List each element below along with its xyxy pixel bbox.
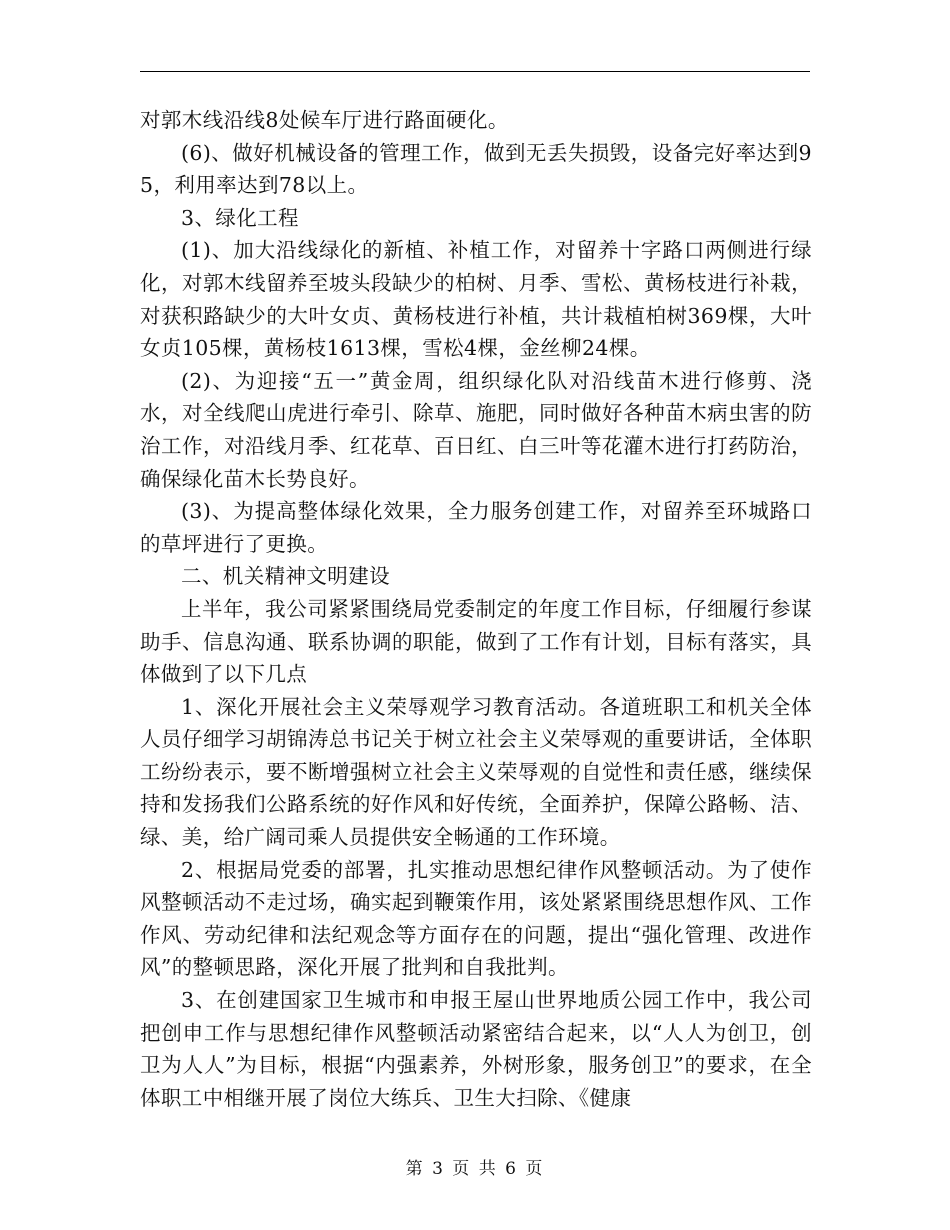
paragraph: (3)、为提高整体绿化效果，全力服务创建工作，对留养至环城路口的草坪进行了更换。: [140, 499, 812, 556]
section-heading: 二、机关精神文明建设: [181, 564, 390, 589]
paragraph: 对郭木线沿线8处候车厅进行路面硬化。: [140, 108, 509, 132]
paragraph: 上半年，我公司紧紧围绕局党委制定的年度工作目标，仔细履行参谋助手、信息沟通、联系协调的职能，做到了工作有计划，目标有落实，具体做到了以下几点: [140, 596, 812, 687]
body-text: [140, 104, 812, 1114]
paragraph: 2、根据局党委的部署，扎实推动思想纪律作风整顿活动。为了使作风整顿活动不走过场，确实起到鞭策作用，该处紧紧围绕思想作风、工作作风、劳动纪律和法纪观念等方面存在的问题，提出“强化管理、改进作风”的整顿思路，深化开展了批判和自我批判。: [140, 857, 812, 980]
page-number-footer: 第 3 页 共 6 页: [405, 1159, 545, 1179]
section-heading: 3、绿化工程: [181, 205, 299, 230]
paragraph: (6)、做好机械设备的管理工作，做到无丢失损毁，设备完好率达到95，利用率达到78以上。: [140, 140, 812, 198]
paragraph: 1、深化开展社会主义荣辱观学习教育活动。各道班职工和机关全体人员仔细学习胡锦涛总书记关于树立社会主义荣辱观的重要讲话，全体职工纷纷表示，要不断增强树立社会主义荣辱观的自觉性和责任感，继续保持和发扬我们公路系统的好作风和好传统，全面养护，保障公路畅、洁、绿、美，给广阔司乘人员提供安全畅通的工作环境。: [140, 694, 812, 850]
header-rule: [140, 71, 810, 72]
paragraph: (1)、加大沿线绿化的新植、补植工作，对留养十字路口两侧进行绿化，对郭木线留养至坡头段缺少的柏树、月季、雪松、黄杨枝进行补栽，对获积路缺少的大叶女贞、黄杨枝进行补植，共计栽植柏树369棵，大叶女贞105棵，黄杨枝1613棵，雪松4棵，金丝柳24棵。: [140, 238, 812, 361]
paragraph: (2)、为迎接“五一”黄金周，组织绿化队对沿线苗木进行修剪、浇水，对全线爬山虎进行牵引、除草、施肥，同时做好各种苗木病虫害的防治工作，对沿线月季、红花草、百日红、白三叶等花灌木进行打药防治，确保绿化苗木长势良好。: [140, 368, 812, 491]
paragraph: 3、在创建国家卫生城市和申报王屋山世界地质公园工作中，我公司把创申工作与思想纪律作风整顿活动紧密结合起来，以“人人为创卫，创卫为人人”为目标，根据“内强素养，外树形象，服务创卫”的要求，在全体职工中相继开展了岗位大练兵、卫生大扫除、《健康: [140, 988, 812, 1110]
